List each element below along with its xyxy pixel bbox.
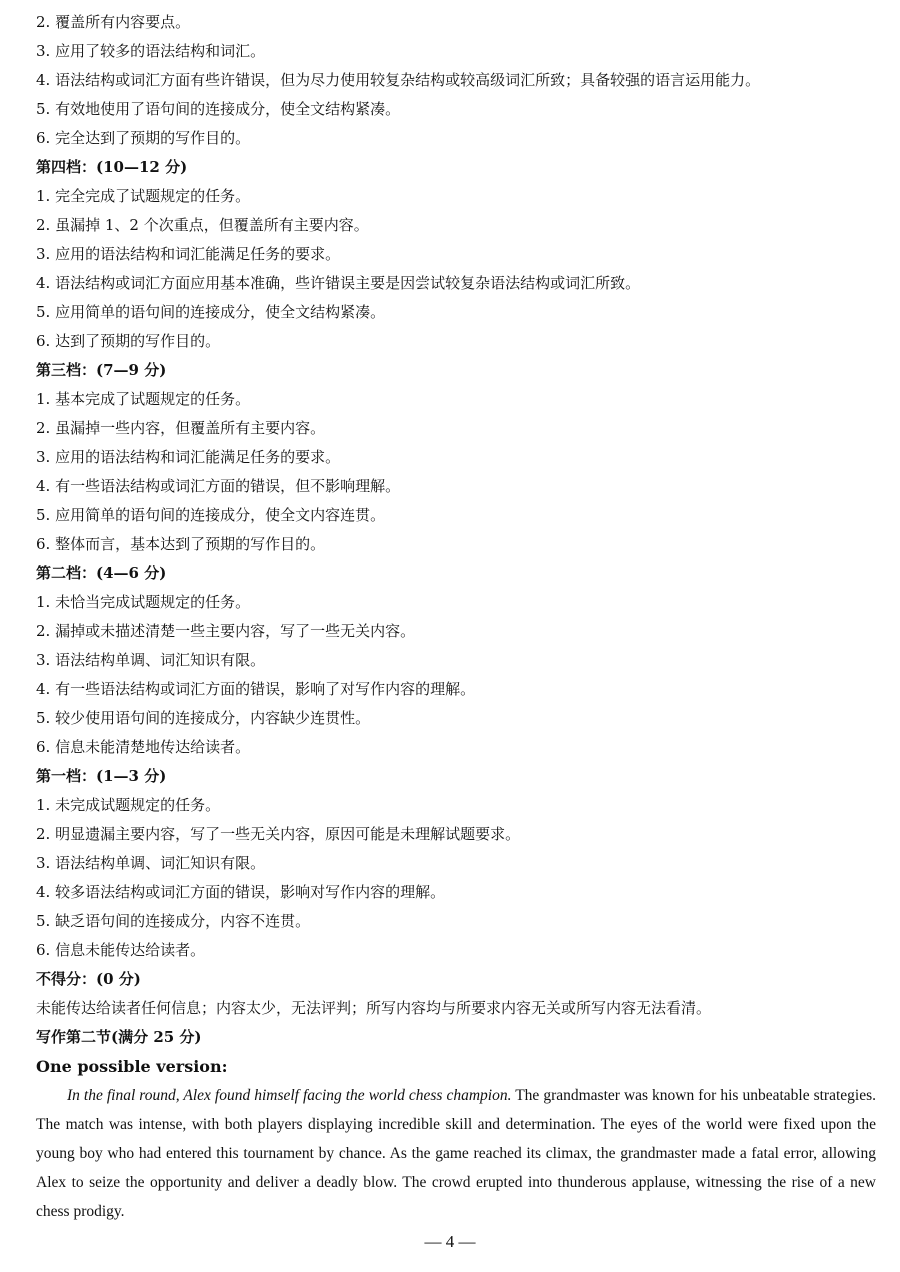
rubric-item: 6. 整体而言，基本达到了预期的写作目的。 <box>36 535 326 553</box>
rubric-item: 1. 完全完成了试题规定的任务。 <box>36 187 251 205</box>
rubric-item: 2. 明显遗漏主要内容，写了一些无关内容，原因可能是未理解试题要求。 <box>36 825 521 843</box>
rubric-item: 4. 有一些语法结构或词汇方面的错误，但不影响理解。 <box>36 477 401 495</box>
version-heading: One possible version: <box>36 1057 228 1076</box>
section-heading: 第四档：(10—12 分) <box>36 158 188 176</box>
rubric-item: 2. 覆盖所有内容要点。 <box>36 13 191 31</box>
rubric-item: 1. 未完成试题规定的任务。 <box>36 796 221 814</box>
section-heading: 第三档：(7—9 分) <box>36 361 167 379</box>
rubric-item: 1. 基本完成了试题规定的任务。 <box>36 390 251 408</box>
rubric-item: 2. 虽漏掉 1、2 个次重点，但覆盖所有主要内容。 <box>36 216 369 234</box>
document-page <box>36 8 876 1226</box>
scoring-rubric <box>36 8 876 1052</box>
rubric-item: 5. 缺乏语句间的连接成分，内容不连贯。 <box>36 912 311 930</box>
rubric-item: 3. 应用了较多的语法结构和词汇。 <box>36 42 266 60</box>
essay-italic-opening: In the final round, Alex found himself facing the world chess champion. <box>67 1087 512 1104</box>
rubric-item: 6. 达到了预期的写作目的。 <box>36 332 221 350</box>
rubric-item: 4. 语法结构或词汇方面有些许错误，但为尽力使用较复杂结构或较高级词汇所致；具备较强的语言运用能力。 <box>36 71 761 89</box>
section-heading: 第一档：(1—3 分) <box>36 767 167 785</box>
rubric-item: 2. 漏掉或未描述清楚一些主要内容，写了一些无关内容。 <box>36 622 416 640</box>
section-heading: 第二档：(4—6 分) <box>36 564 167 582</box>
rubric-item: 未能传达给读者任何信息；内容太少，无法评判；所写内容均与所要求内容无关或所写内容无法看清。 <box>36 999 712 1017</box>
rubric-item: 3. 语法结构单调、词汇知识有限。 <box>36 651 266 669</box>
rubric-item: 3. 应用的语法结构和词汇能满足任务的要求。 <box>36 245 341 263</box>
rubric-item: 6. 信息未能传达给读者。 <box>36 941 206 959</box>
rubric-item: 4. 较多语法结构或词汇方面的错误，影响对写作内容的理解。 <box>36 883 446 901</box>
rubric-item: 4. 语法结构或词汇方面应用基本准确，些许错误主要是因尝试较复杂语法结构或词汇所致。 <box>36 274 641 292</box>
section-heading: 不得分：(0 分) <box>36 970 141 988</box>
rubric-item: 3. 语法结构单调、词汇知识有限。 <box>36 854 266 872</box>
rubric-item: 4. 有一些语法结构或词汇方面的错误，影响了对写作内容的理解。 <box>36 680 476 698</box>
rubric-item: 5. 应用简单的语句间的连接成分，使全文内容连贯。 <box>36 506 386 524</box>
section-heading: 写作第二节(满分 25 分) <box>36 1028 202 1046</box>
rubric-item: 3. 应用的语法结构和词汇能满足任务的要求。 <box>36 448 341 466</box>
rubric-item: 6. 信息未能清楚地传达给读者。 <box>36 738 251 756</box>
essay-body: The grandmaster was known for his unbeatable strategies. The match was intense, with both players displaying incredible skill and determination. The eyes of the world were fixed upon the young boy who had entered this tournament by chance. As the game reached its climax, the grandmaster made a fatal error, allowing Alex to seize the opportunity and deliver a deadly blow. The crowd erupted into thunderous applause, witnessing the rise of a new chess prodigy. <box>36 1087 876 1220</box>
rubric-item: 1. 未恰当完成试题规定的任务。 <box>36 593 251 611</box>
rubric-item: 5. 较少使用语句间的连接成分，内容缺少连贯性。 <box>36 709 371 727</box>
page-number: — 4 — <box>424 1232 476 1251</box>
rubric-item: 6. 完全达到了预期的写作目的。 <box>36 129 251 147</box>
rubric-item: 5. 应用简单的语句间的连接成分，使全文结构紧凑。 <box>36 303 386 321</box>
rubric-item: 5. 有效地使用了语句间的连接成分，使全文结构紧凑。 <box>36 100 401 118</box>
sample-essay <box>36 1081 876 1226</box>
rubric-item: 2. 虽漏掉一些内容，但覆盖所有主要内容。 <box>36 419 326 437</box>
